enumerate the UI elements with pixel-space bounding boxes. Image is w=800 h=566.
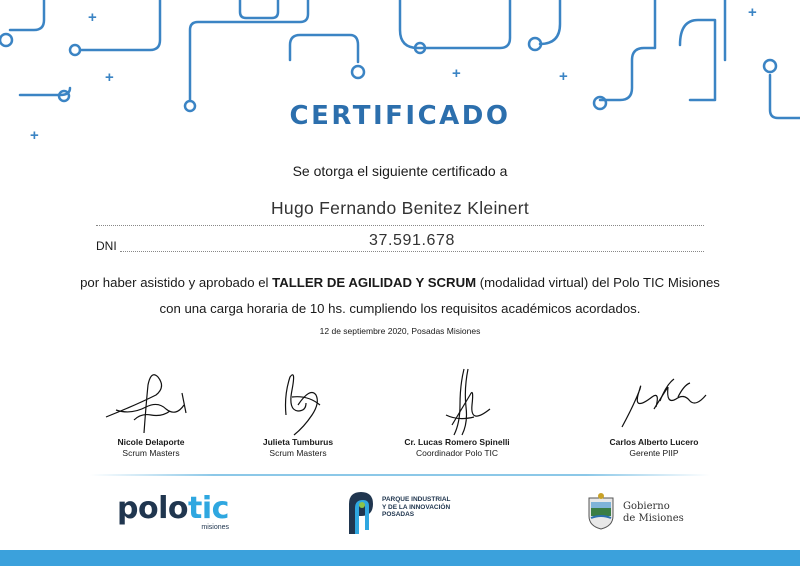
certificate-body — [70, 270, 730, 322]
divider — [120, 251, 704, 252]
piip-emblem-icon — [343, 490, 377, 534]
logo-subtitle: misiones — [201, 524, 229, 531]
plus-decoration: + — [30, 127, 39, 144]
logo-text: POSADAS — [382, 511, 415, 518]
coat-of-arms-icon — [585, 492, 617, 530]
intro-text: Se otorga el siguiente certificado a — [292, 163, 508, 179]
divider — [96, 225, 704, 226]
signer-name: Carlos Alberto Lucero — [609, 437, 699, 447]
signer-role: Scrum Masters — [122, 448, 180, 458]
date-place: 12 de septiembre 2020, Posadas Misiones — [319, 326, 481, 336]
signature-4 — [569, 365, 739, 437]
recipient-name: Hugo Fernando Benitez Kleinert — [270, 198, 530, 218]
logo-text: Gobierno — [623, 501, 670, 512]
course-name: TALLER DE AGILIDAD Y SCRUM — [272, 275, 477, 290]
signer-role: Scrum Masters — [269, 448, 327, 458]
plus-decoration: + — [559, 68, 568, 85]
body-prefix: por haber asistido y aprobado el — [80, 275, 273, 290]
certificate-title: CERTIFICADO — [289, 101, 511, 131]
gobierno-logo — [585, 492, 695, 532]
logo-text: de Misiones — [623, 513, 684, 524]
signer-name: Nicole Delaporte — [117, 437, 185, 447]
polotic-logo — [117, 491, 237, 534]
plus-decoration: + — [748, 4, 757, 21]
bottom-bar — [0, 550, 800, 566]
signature-2 — [213, 365, 383, 437]
logo-text: PARQUE INDUSTRIAL — [382, 496, 451, 503]
dni-label: DNI — [96, 239, 117, 253]
logo-word: tic — [187, 491, 229, 526]
signature-3 — [372, 365, 542, 441]
body-suffix: (modalidad virtual) del Polo TIC Misiones con una carga horaria de 10 hs. cumpliendo los requisitos académicos acordados. — [159, 275, 720, 316]
signature-1 — [66, 365, 236, 437]
logo-word: polo — [117, 491, 188, 526]
signer-role: Coordinador Polo TIC — [415, 448, 499, 458]
signer-name: Cr. Lucas Romero Spinelli — [404, 437, 510, 447]
signer-name: Julieta Tumburus — [262, 437, 334, 447]
plus-decoration: + — [452, 65, 461, 82]
logo-text: Y DE LA INNOVACIÓN — [382, 503, 451, 511]
signer-role: Gerente PIIP — [629, 448, 679, 458]
dni-value: 37.591.678 — [368, 232, 456, 249]
separator-line — [90, 474, 710, 476]
plus-decoration: + — [88, 9, 97, 26]
piip-logo — [343, 490, 503, 534]
plus-decoration: + — [105, 69, 114, 86]
